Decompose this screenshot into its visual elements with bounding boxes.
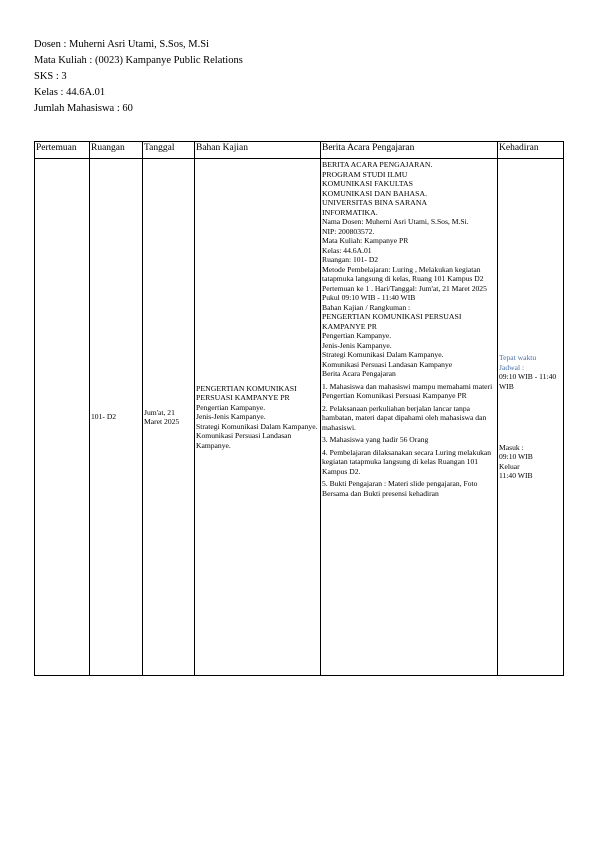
ruangan-cell: 101- D2 — [90, 159, 143, 676]
berita-point: 2. Pelaksanaan perkuliahan berjalan lancar tanpa hambatan, materi dapat dipahami oleh mahasiswa dan mahasiswi. — [322, 403, 487, 432]
jumlah-mahasiswa-line: Jumlah Mahasiswa : 60 — [34, 103, 133, 114]
nama-dosen-text: Nama Dosen: Muherni Asri Utami, S.Sos, M.Si. — [322, 217, 469, 226]
bahan-heading: PENGERTIAN KOMUNIKASI PERSUASI — [322, 312, 462, 321]
jadwal-label: Jadwal : — [499, 362, 525, 372]
tepat-waktu-label: Tepat waktu — [499, 353, 537, 363]
tanggal-cell: Jum'at, 21 Maret 2025 — [143, 159, 195, 676]
metode-text: Metode Pembelajaran: Luring , Melakukan kegiatan tatapmuka langsung di kelas, Ruang 101 Kampus D2 — [322, 264, 484, 283]
berita-heading-line: INFORMATIKA. — [322, 207, 378, 217]
keluar-label: Keluar — [499, 461, 520, 471]
pertemuan-text: Pertemuan ke 1 . Hari/Tanggal: Jum'at, 21 Maret 2025 Pukul 09:10 WIB - 11:40 WIB — [322, 283, 487, 302]
column-header: Berita Acara Pengajaran — [321, 142, 498, 159]
dosen-line: Dosen : Muherni Asri Utami, S.Sos, M.Si — [34, 39, 210, 50]
jadwal-time: 09:10 WIB - 11:40 WIB — [499, 372, 557, 391]
sks-line: SKS : 3 — [34, 71, 67, 82]
kelas-line: Kelas : 44.6A.01 — [34, 87, 106, 98]
ruangan-text: Ruangan: 101- D2 — [322, 255, 379, 264]
bahan-label: Bahan Kajian / Rangkuman : — [322, 302, 411, 312]
bahan-item: Komunikasi Persuasi Landasan Kampanye — [322, 359, 453, 369]
column-header: Bahan Kajian — [195, 142, 321, 159]
berita-heading-line: KOMUNIKASI DAN BAHASA. — [322, 188, 428, 198]
keluar-time: 11:40 WIB — [499, 471, 533, 481]
kelas-text: Kelas: 44.6A.01 — [322, 245, 372, 255]
bahan-kajian-item: Komunikasi Persuasi Landasan Kampanye. — [196, 431, 292, 450]
bahan-kajian-item: Strategi Komunikasi Dalam Kampanye. — [196, 421, 318, 431]
berita-acara-cell — [321, 159, 498, 676]
table-row — [35, 159, 564, 676]
berita-heading-line: KOMUNIKASI FAKULTAS — [322, 179, 413, 188]
document-header — [34, 37, 243, 117]
masuk-time: 09:10 WIB — [499, 452, 533, 462]
berita-point: 5. Bukti Pengajaran : Materi slide pengajaran, Foto Bersama dan Bukti presensi kehadiran — [322, 479, 478, 498]
berita-point: 3. Mahasiswa yang hadir 56 Orang — [322, 435, 429, 444]
column-header: Kehadiran — [498, 142, 564, 159]
mata-kuliah-text: Mata Kuliah: Kampanye PR — [322, 236, 409, 245]
table-header-row — [35, 142, 564, 159]
masuk-label: Masuk : — [499, 443, 524, 452]
pertemuan-cell — [35, 159, 90, 676]
bahan-kajian-item: Pengertian Kampanye. — [196, 403, 266, 413]
bahan-item: Strategi Komunikasi Dalam Kampanye. — [322, 350, 444, 359]
attendance-table — [34, 141, 564, 676]
bahan-kajian-item: Jenis-Jenis Kampanye. — [196, 412, 266, 422]
berita-heading-line: BERITA ACARA PENGAJARAN. — [322, 160, 433, 169]
berita-heading-line: PROGRAM STUDI ILMU — [322, 169, 408, 179]
berita-point: 1. Mahasiswa dan mahasiswi mampu memahami materi Pengertian Komunikasi Persuasi Kampanye PR — [322, 381, 493, 400]
column-header: Pertemuan — [35, 142, 90, 159]
berita-label: Berita Acara Pengajaran — [322, 369, 396, 378]
bahan-item: Pengertian Kampanye. — [322, 331, 392, 340]
nip-text: NIP: 200803572. — [322, 226, 375, 236]
column-header: Tanggal — [143, 142, 195, 159]
column-header: Ruangan — [90, 142, 143, 159]
kehadiran-cell — [498, 159, 564, 676]
berita-point: 4. Pembelajaran dilaksanakan secara Luring melakukan kegiatan tatapmuka langsung di kelas Ruangan 101 Kampus D2. — [322, 447, 492, 476]
bahan-kajian-cell — [195, 159, 321, 676]
bahan-heading: KAMPANYE PR — [322, 321, 377, 331]
bahan-kajian-heading: PENGERTIAN KOMUNIKASI PERSUASI KAMPANYE PR — [196, 383, 297, 403]
bahan-item: Jenis-Jenis Kampanye. — [322, 340, 392, 350]
berita-heading-line: UNIVERSITAS BINA SARANA — [322, 198, 428, 207]
mata-kuliah-line: Mata Kuliah : (0023) Kampanye Public Relations — [34, 55, 243, 66]
